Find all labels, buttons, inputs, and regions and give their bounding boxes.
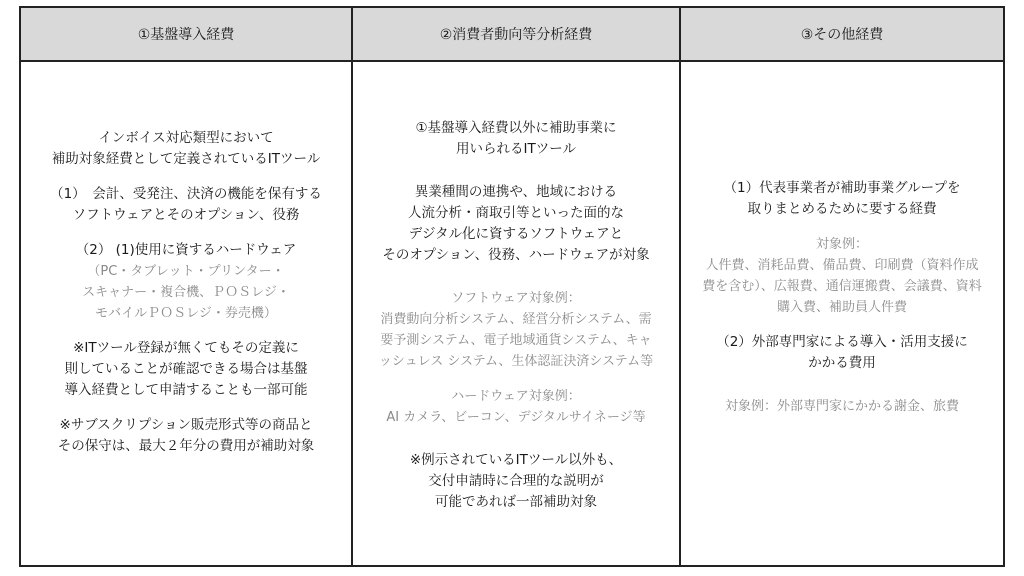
col1-item1-line: ソフトウェアとそのオプション、役務 (72, 207, 300, 223)
col3-item2-line: かかる費用 (808, 355, 876, 371)
header-basic-introduction: ①基盤導入経費 (21, 8, 351, 62)
col2-body-line: 異業種間の連携や、地域における (414, 184, 618, 200)
col3-example-line: 費を含む）、広報費、通信運搬費、会議費、資料 (702, 279, 982, 294)
col2-note-line: ※例示されているITツール以外も、 (409, 452, 623, 468)
cell-other-expenses (679, 62, 1003, 565)
col2-software-example: 要予測システム、電子地域通貨システム、キャ (380, 333, 652, 348)
col2-body-line: デジタル化に資するソフトウェアと (408, 226, 624, 242)
col1-note1-line: ※ITツール登録が無くてもその定義に (73, 340, 299, 356)
col2-intro-line: ①基盤導入経費以外に補助事業に (415, 120, 617, 136)
cell-consumer-analysis (351, 62, 679, 565)
header-consumer-analysis: ②消費者動向等分析経費 (351, 8, 679, 62)
col1-item2-detail: （PC・タブレット・プリンター・ (87, 264, 285, 279)
col1-item1-line: （1） 会計、受発注、決済の機能を保有する (50, 186, 322, 202)
col2-hardware-label: ハードウェア対象例： (451, 389, 581, 404)
col2-body-line: そのオプション、役務、ハードウェアが対象 (382, 247, 650, 263)
col3-item1-line: （1）代表事業者が補助事業グループを (723, 180, 961, 196)
col3-examples-label: 対象例： (815, 237, 868, 252)
col1-note1-line: 則していることが確認できる場合は基盤 (64, 361, 308, 377)
col3-example-line: 人件費、消耗品費、備品費、印刷費（資料作成 (705, 258, 979, 273)
cell-basic-introduction (21, 62, 351, 565)
col2-software-example: 消費動向分析システム、経営分析システム、需 (380, 312, 652, 327)
col2-note-line: 可能であれば一部補助対象 (435, 494, 597, 510)
col2-software-label: ソフトウェア対象例： (451, 291, 581, 306)
col2-intro-line: 用いられるITツール (456, 141, 576, 157)
col3-example-line: 購入費、補助員人件費 (776, 300, 907, 315)
col1-note1-line: 導入経費として申請することも一部可能 (64, 382, 308, 398)
col3-item2-examples: 対象例：外部専門家にかかる謝金、旅費 (724, 399, 959, 414)
col1-intro-line: 補助対象経費として定義されているITツール (51, 151, 321, 167)
col1-item2-detail: スキャナー・複合機、ＰＯＳレジ・ (82, 285, 290, 300)
col2-note-line: 交付申請時に合理的な説明が (428, 473, 604, 489)
col1-item2-title: （2） (1)使用に資するハードウェア (75, 242, 297, 258)
col1-intro-line: インボイス対応類型において (98, 130, 274, 146)
col2-software-example: ッシュレス システム、生体認証決済システム等 (378, 354, 654, 369)
expense-table (19, 6, 1005, 567)
col2-hardware-examples: AI カメラ、ビーコン、デジタルサイネージ等 (386, 410, 646, 425)
col1-note2-line: ※サブスクリプション販売形式等の商品と (59, 417, 313, 433)
col3-item1-line: 取りまとめるために要する経費 (747, 201, 937, 217)
col3-item2-line: （2）外部専門家による導入・活用支援に (716, 334, 968, 350)
col2-body-line: 人流分析・商取引等といった面的な (408, 205, 624, 221)
header-other-expenses: ③その他経費 (679, 8, 1003, 62)
col1-item2-detail: モバイルＰＯＳレジ・券売機） (95, 306, 277, 321)
col1-note2-line: その保守は、最大２年分の費用が補助対象 (57, 438, 315, 454)
